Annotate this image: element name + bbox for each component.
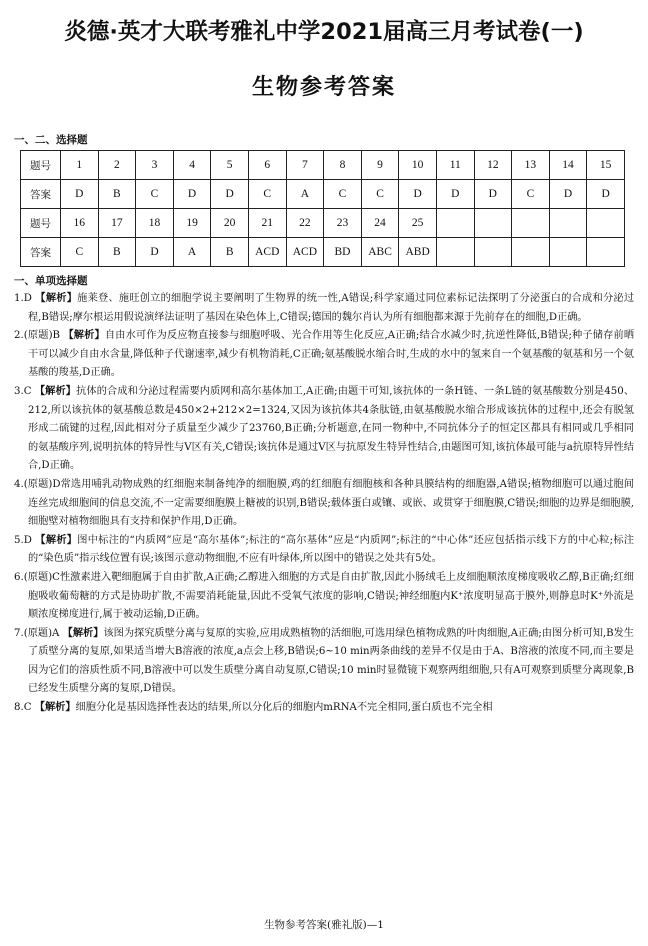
answer-cell: C — [361, 180, 399, 209]
answer-cell: D — [549, 180, 587, 209]
answer-cell: B — [98, 180, 136, 209]
answer-cell: D — [587, 180, 625, 209]
answer-cell: D — [399, 180, 437, 209]
question-text: 细胞分化是基因选择性表达的结果,所以分化后的细胞内mRNA不完全相同,蛋白质也不完全相 — [75, 702, 493, 714]
table-row-answer-1 — [21, 180, 625, 209]
row-label-question: 题号 — [21, 151, 61, 180]
explanations — [14, 290, 634, 718]
question-text: 常选用哺乳动物成熟的红细胞来制备纯净的细胞膜,鸡的红细胞有细胞核和各种具膜结构的细胞器,A错误;植物细胞可以通过胞间连丝完成细胞间的信息交流,不一定需要细胞膜上糖被的识别,B错误;载体蛋白或镶、或嵌、或贯穿于细胞膜,C错误;细胞的边界是细胞膜,细胞壁对植物细胞具有支持和保护作用,D正确。 — [28, 478, 634, 528]
question-number: 10 — [399, 151, 437, 180]
question-number: 14 — [549, 151, 587, 180]
question-text: 自由水可作为反应物直接参与细胞呼吸、光合作用等生化反应,A正确;结合水减少时,抗逆性降低,B错误;种子储存前晒干可以减少自由水含量,降低种子代谢速率,减少有机物消耗,C正确;氨基酸脱水缩合时,生成的水中的氢来自一个氨基酸的氨基和另一个氨基酸的羧基,D正确。 — [28, 330, 635, 379]
row-label-question: 题号 — [21, 209, 61, 238]
question-prefix: 5.D — [14, 534, 32, 546]
answer-cell: ACD — [248, 238, 286, 267]
question-number: 23 — [324, 209, 362, 238]
question-number: 17 — [98, 209, 136, 238]
answer-cell: BD — [324, 238, 362, 267]
answer-cell: D — [211, 180, 249, 209]
question-text: 该图为探究质壁分离与复原的实验,应用成熟植物的活细胞,可选用绿色植物成熟的叶肉细胞,A正确;由图分析可知,B发生了质壁分离的复原,如果适当增大B溶液的浓度,a点会上移,B错误;6~10 min两条曲线的差异不仅是由于A、B溶液的浓度不同,而主要是因为它们的溶质性质不同,B溶液中可以发生质壁分离自动复原,C错误;10 min时显微镜下观察两组细胞,只有A可观察到质壁分离现象,B已经发生质壁分离的复原,D错误。 — [28, 627, 634, 695]
question-text: 性激素进入靶细胞属于自由扩散,A正确;乙醇进入细胞的方式是自由扩散,因此小肠绒毛上皮细胞顺浓度梯度吸收乙醇,B正确;红细胞吸收葡萄糖的方式是协助扩散,不需要消耗能量,因此不受氧气浓度的影响,C错误;神经细胞内K⁺浓度明显高于膜外,则静息时K⁺外流是顺浓度梯度进行,属于被动运输,D正确。 — [28, 571, 634, 621]
question-number: 20 — [211, 209, 249, 238]
answer-cell: ACD — [286, 238, 324, 267]
question-number: 21 — [248, 209, 286, 238]
question-number: 11 — [436, 151, 474, 180]
answer-cell: D — [173, 180, 211, 209]
empty-cell — [549, 209, 587, 238]
question-number: 19 — [173, 209, 211, 238]
analysis-tag: 【解析】 — [34, 385, 77, 397]
empty-cell — [587, 209, 625, 238]
empty-cell — [512, 209, 550, 238]
question-prefix: 3.C — [14, 385, 32, 397]
question-explanation-6 — [14, 569, 634, 625]
question-number: 1 — [61, 151, 99, 180]
analysis-tag: 【解析】 — [35, 534, 78, 546]
analysis-tag: 【解析】 — [34, 702, 76, 714]
section-choice-heading: 一、二、选择题 — [14, 134, 88, 146]
question-prefix: 4.(原题)D — [14, 478, 61, 490]
question-explanation-5 — [14, 532, 634, 569]
answer-cell: D — [136, 238, 174, 267]
empty-cell — [549, 238, 587, 267]
answer-table — [20, 150, 625, 267]
question-text: 图中标注的“内质网”应是“高尔基体”;标注的“高尔基体”应是“内质网”;标注的“中心体”还应包括指示线下方的中心粒;标注的“染色质”指示线位置有误;该图示意动物细胞,不应有叶绿体,所以图中的错误之处共有5处。 — [28, 534, 634, 565]
empty-cell — [587, 238, 625, 267]
answer-cell: C — [248, 180, 286, 209]
empty-cell — [474, 209, 512, 238]
answer-cell: ABD — [399, 238, 437, 267]
question-number: 16 — [61, 209, 99, 238]
answer-cell: D — [61, 180, 99, 209]
question-number: 24 — [361, 209, 399, 238]
answer-cell: C — [136, 180, 174, 209]
question-number: 7 — [286, 151, 324, 180]
question-text: 抗体的合成和分泌过程需要内质网和高尔基体加工,A正确;由题干可知,该抗体的一条H链、一条L链的氨基酸数分别是450、212,所以该抗体的氨基酸总数是450×2+212×2=1324,又因为该抗体共4条肽链,由氨基酸脱水缩合形成该抗体的过程中,还会有脱氢形成二硫键的过程,因此相对分子质量至少减少了23760,B正确;分析题意,在同一物种中,不同抗体分子的恒定区都具有相同或几乎相同的氨基酸序列,说明抗体的特异性与V区有关,C错误;该抗体是通过V区与抗原发生特异性结合,由题图可知,该抗体最可能与a抗原特异性结合,D正确。 — [28, 385, 635, 472]
answer-cell: A — [173, 238, 211, 267]
question-number: 6 — [248, 151, 286, 180]
table-row-question-2 — [21, 209, 625, 238]
question-prefix: 6.(原题)C — [14, 571, 60, 583]
answer-cell: A — [286, 180, 324, 209]
empty-cell — [512, 238, 550, 267]
question-explanation-8 — [14, 699, 634, 718]
answer-key-title: 生物参考答案 — [251, 75, 396, 100]
analysis-tag: 【解析】 — [35, 293, 78, 304]
row-label-answer: 答案 — [21, 238, 61, 267]
question-number: 8 — [324, 151, 362, 180]
question-number: 12 — [474, 151, 512, 180]
question-prefix: 8.C — [14, 702, 32, 714]
question-explanation-4 — [14, 476, 634, 532]
answer-cell: B — [211, 238, 249, 267]
answer-cell: B — [98, 238, 136, 267]
question-number: 3 — [136, 151, 174, 180]
answer-cell: C — [512, 180, 550, 209]
question-number: 2 — [98, 151, 136, 180]
question-number: 9 — [361, 151, 399, 180]
question-prefix: 1.D — [14, 293, 32, 304]
table-row-question-1 — [21, 151, 625, 180]
answer-cell: D — [436, 180, 474, 209]
empty-cell — [436, 238, 474, 267]
question-number: 15 — [587, 151, 625, 180]
question-explanation-7 — [14, 625, 634, 699]
question-number: 22 — [286, 209, 324, 238]
empty-cell — [474, 238, 512, 267]
answer-cell: ABC — [361, 238, 399, 267]
page-footer: 生物参考答案(雅礼版)—1 — [264, 919, 384, 931]
question-prefix: 2.(原题)B — [14, 330, 61, 342]
question-number: 25 — [399, 209, 437, 238]
analysis-tag: 【解析】 — [63, 330, 105, 342]
question-number: 13 — [512, 151, 550, 180]
row-label-answer: 答案 — [21, 180, 61, 209]
answer-cell: D — [474, 180, 512, 209]
question-explanation-2 — [14, 327, 634, 383]
section-single-heading: 一、单项选择题 — [14, 275, 88, 287]
analysis-tag: 【解析】 — [62, 627, 104, 639]
question-prefix: 7.(原题)A — [14, 627, 60, 639]
exam-header-title: 炎德·英才大联考雅礼中学2021届高三月考试卷(一) — [64, 19, 584, 45]
question-explanation-1 — [14, 290, 634, 327]
question-explanation-3 — [14, 383, 634, 476]
answer-cell: C — [61, 238, 99, 267]
question-number: 5 — [211, 151, 249, 180]
table-row-answer-2 — [21, 238, 625, 267]
question-number: 4 — [173, 151, 211, 180]
question-text: 施莱登、施旺创立的细胞学说主要阐明了生物界的统一性,A错误;科学家通过同位素标记法探明了分泌蛋白的合成和分泌过程,B错误;摩尔根运用假说演绎法证明了基因在染色体上,C错误;德国的魏尔肖认为所有细胞都来源于先前存在的细胞,D正确。 — [28, 293, 635, 323]
question-number: 18 — [136, 209, 174, 238]
answer-cell: C — [324, 180, 362, 209]
empty-cell — [436, 209, 474, 238]
